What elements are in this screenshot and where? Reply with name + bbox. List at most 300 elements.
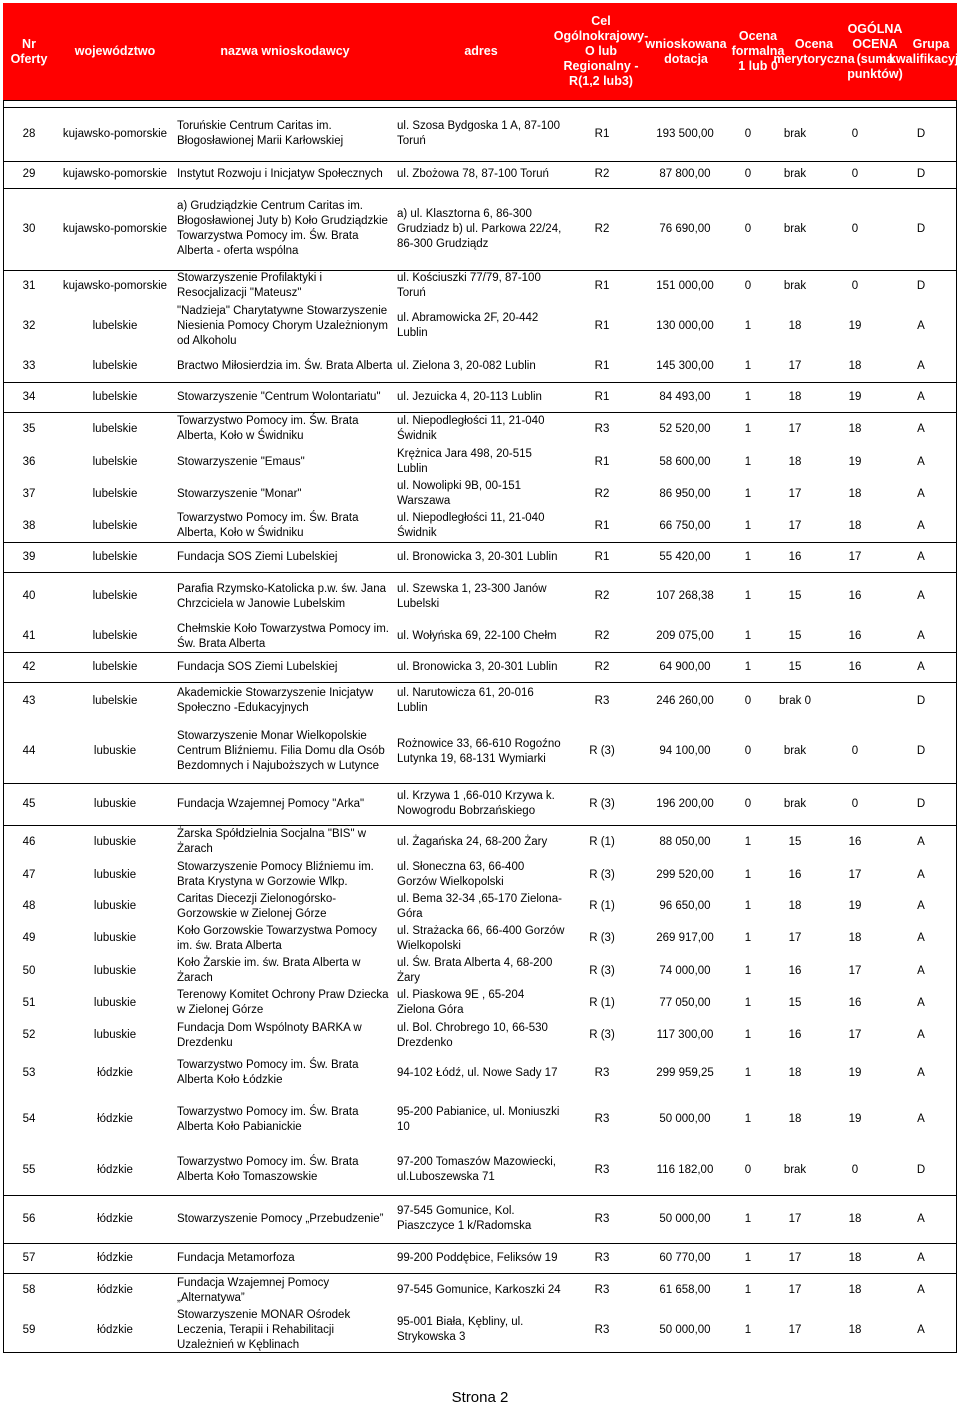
header-nr: Nr Oferty [10,36,48,66]
cell-ocena-merytoryczna [765,621,825,652]
cell-ocena-ogolna [825,1094,885,1145]
table-border [3,100,4,1352]
cell-ocena-merytoryczna [765,382,825,412]
cell-ocena-formalna [731,188,765,270]
cell-wojewodztwo [59,161,171,188]
row-separator [3,1273,957,1274]
cell-grupa [885,1052,957,1094]
cell-ocena-ogolna [825,783,885,825]
cell-dotacja-text: 87 800,00 [659,168,711,180]
cell-ocena-ogolna-text: 19 [848,455,862,468]
cell-adres-text: ul. Strażacka 66, 66-400 Gorzów Wielkopolski [397,924,565,952]
cell-grupa [885,446,957,478]
cell-ocena-formalna-text: 1 [744,1113,752,1125]
cell-ocena-formalna [731,161,765,188]
cell-ocena-formalna-text: 0 [744,745,752,757]
cell-nr [3,1145,55,1195]
cell-nr-text: 28 [22,127,36,140]
cell-ocena-ogolna-text: 18 [848,1323,862,1336]
cell-ocena-merytoryczna-text: brak [783,745,807,757]
cell-ocena-ogolna-text: 18 [848,359,862,372]
cell-ocena-formalna [731,1195,765,1243]
table-row [3,922,957,955]
cell-cel [565,922,639,955]
cell-ocena-ogolna-text: 17 [848,868,862,881]
cell-nr-text: 54 [22,1113,36,1125]
cell-nazwa [177,446,393,478]
cell-ocena-ogolna [825,1308,885,1352]
row-separator [3,682,957,683]
cell-nazwa-text: Towarzystwo Pomocy im. Św. Brata Alberta Koło Łódzkie [177,1059,359,1086]
cell-ocena-formalna-text: 1 [744,1212,752,1225]
cell-nr [3,1273,55,1308]
cell-adres [397,1145,565,1195]
cell-cel [565,955,639,987]
cell-grupa [885,1145,957,1195]
cell-nr-text: 52 [22,1029,36,1041]
cell-grupa [885,955,957,987]
cell-grupa [885,161,957,188]
cell-cel-text: R3 [594,1323,610,1336]
cell-grupa [885,270,957,302]
cell-wojewodztwo-text: lubelskie [92,519,138,532]
cell-wojewodztwo-text: łódzkie [97,1163,133,1176]
cell-nazwa [177,720,393,783]
cell-nazwa [177,302,393,350]
cell-ocena-ogolna [825,1273,885,1308]
cell-grupa-text: D [916,222,926,235]
cell-nr-text: 41 [22,630,36,642]
cell-ocena-merytoryczna-text: 17 [788,932,802,944]
row-separator [3,1352,957,1353]
cell-nr [3,412,55,446]
cell-dotacja-text: 58 600,00 [659,455,711,468]
cell-nr [3,1019,55,1052]
cell-nazwa-text: Fundacja Dom Wspólnoty BARKA w Drezdenku [177,1021,362,1049]
cell-nazwa-text: "Nadzieja" Charytatywne Stowarzyszenie Niesienia Pomocy Chorym Uzależnionym od Alkoholu [177,304,388,347]
cell-grupa-text: D [916,745,926,757]
cell-adres-text: ul. Bronowicka 3, 20-301 Lublin [397,660,558,673]
table-row [3,891,957,922]
cell-nazwa [177,987,393,1019]
cell-adres-text: 97-545 Gomunice, Karkoszki 24 [397,1284,561,1296]
cell-dotacja [639,1243,731,1273]
cell-nazwa [177,572,393,621]
cell-nazwa [177,1243,393,1273]
cell-dotacja-text: 88 050,00 [659,835,711,848]
cell-cel-text: R2 [594,660,610,673]
cell-dotacja [639,107,731,161]
cell-wojewodztwo-text: lubelskie [92,455,138,468]
cell-ocena-ogolna-text: 16 [848,835,862,848]
cell-grupa [885,783,957,825]
cell-dotacja-text: 299 959,25 [656,1066,714,1079]
cell-dotacja [639,1145,731,1195]
cell-ocena-ogolna-text: 19 [848,900,862,912]
cell-nr [3,1052,55,1094]
cell-ocena-merytoryczna [765,350,825,382]
table-row [3,107,957,161]
cell-cel [565,188,639,270]
cell-ocena-merytoryczna-text: 18 [788,1113,802,1125]
cell-adres-text: ul. Bronowicka 3, 20-301 Lublin [397,550,558,563]
cell-grupa [885,1273,957,1308]
cell-dotacja [639,652,731,682]
cell-nr [3,188,55,270]
cell-ocena-ogolna-text: 17 [848,964,862,977]
cell-nr [3,1195,55,1243]
cell-wojewodztwo-text: kujawsko-pomorskie [62,168,168,180]
cell-ocena-ogolna [825,478,885,510]
table-row [3,161,957,188]
cell-adres-text: ul. Zielona 3, 20-082 Lublin [397,359,536,372]
cell-wojewodztwo-text: łódzkie [97,1066,133,1079]
cell-adres-text: ul. Zbożowa 78, 87-100 Toruń [397,168,549,180]
cell-dotacja-text: 61 658,00 [659,1284,711,1296]
cell-grupa [885,1308,957,1352]
cell-cel [565,542,639,572]
cell-grupa [885,621,957,652]
cell-dotacja [639,302,731,350]
cell-cel-text: R (3) [589,1029,615,1041]
cell-wojewodztwo-text: łódzkie [97,1284,133,1296]
cell-nazwa [177,891,393,922]
table-row [3,621,957,652]
cell-ocena-merytoryczna [765,783,825,825]
cell-nazwa-text: Stowarzyszenie MONAR Ośrodek Leczenia, Terapii i Rehabilitacji Uzależnień w Kęblinach [177,1308,351,1351]
cell-grupa-text: A [917,550,925,563]
cell-adres-text: a) ul. Klasztorna 6, 86-300 Grudziadz b) ul. Parkowa 22/24, 86-300 Grudziądz [397,207,562,250]
cell-ocena-ogolna [825,446,885,478]
cell-nazwa [177,1019,393,1052]
cell-cel [565,478,639,510]
cell-ocena-ogolna-text: 19 [848,319,862,332]
cell-nr-text: 40 [22,590,36,602]
cell-ocena-ogolna [825,302,885,350]
cell-ocena-merytoryczna-text: 17 [788,359,802,372]
cell-cel-text: R1 [594,550,610,563]
cell-ocena-ogolna-text: 18 [848,422,862,435]
cell-dotacja [639,1273,731,1308]
table-border [956,100,957,1352]
cell-dotacja-text: 107 268,38 [656,590,714,602]
cell-wojewodztwo [59,412,171,446]
cell-ocena-merytoryczna [765,720,825,783]
cell-dotacja-text: 77 050,00 [659,996,711,1009]
cell-grupa [885,510,957,542]
cell-adres-text: ul. Bol. Chrobrego 10, 66-530 Drezdenko [397,1021,548,1049]
cell-ocena-ogolna [825,1195,885,1243]
table-header [3,3,973,100]
cell-adres [397,825,565,859]
cell-grupa-text: A [917,932,925,944]
cell-cel [565,621,639,652]
cell-ocena-formalna [731,572,765,621]
cell-ocena-ogolna [825,270,885,302]
cell-grupa [885,720,957,783]
cell-ocena-merytoryczna [765,510,825,542]
cell-adres-text: Rożnowice 33, 66-610 Rogoźno Lutynka 19, 68-131 Wymiarki [397,737,561,765]
cell-wojewodztwo-text: kujawsko-pomorskie [62,127,168,140]
cell-nr [3,987,55,1019]
table-row [3,542,957,572]
cell-ocena-formalna-text: 0 [744,279,752,292]
cell-ocena-formalna-text: 0 [744,168,752,180]
cell-dotacja-text: 50 000,00 [659,1113,711,1125]
cell-adres [397,1094,565,1145]
cell-ocena-formalna [731,859,765,891]
table-row [3,572,957,621]
cell-ocena-formalna-text: 1 [744,1284,752,1296]
cell-grupa-text: D [916,797,926,810]
cell-adres-text: ul. Niepodległości 11, 21-040 Świdnik [397,415,545,442]
table-row [3,1273,957,1308]
cell-nazwa-text: Fundacja SOS Ziemi Lubelskiej [177,550,338,563]
cell-nazwa-text: Fundacja Wzajemnej Pomocy "Arka" [177,797,365,810]
cell-adres [397,1052,565,1094]
cell-dotacja-text: 209 075,00 [656,630,714,642]
cell-nazwa [177,382,393,412]
cell-adres [397,188,565,270]
cell-cel-text: R (3) [589,932,615,944]
cell-grupa-text: A [917,660,925,673]
cell-nr-text: 34 [22,390,36,403]
cell-nr [3,542,55,572]
cell-grupa-text: D [916,168,926,180]
cell-cel-text: R2 [594,222,610,235]
cell-cel-text: R1 [594,519,610,532]
cell-ocena-ogolna [825,825,885,859]
cell-wojewodztwo-text: lubelskie [92,694,138,707]
cell-ocena-formalna [731,107,765,161]
cell-nazwa-text: Instytut Rozwoju i Inicjatyw Społecznych [177,168,383,180]
cell-adres [397,161,565,188]
cell-dotacja-text: 84 493,00 [659,390,711,403]
header-nazwa: nazwa wnioskodawcy [220,44,350,58]
cell-grupa [885,572,957,621]
cell-nazwa [177,1052,393,1094]
cell-wojewodztwo [59,987,171,1019]
cell-ocena-formalna-text: 0 [744,1163,752,1176]
cell-ocena-formalna-text: 1 [744,1251,752,1264]
cell-dotacja-text: 145 300,00 [656,359,714,372]
cell-cel [565,350,639,382]
cell-nr-text: 33 [22,359,36,372]
cell-ocena-merytoryczna [765,682,825,720]
cell-cel [565,1145,639,1195]
cell-nazwa [177,1094,393,1145]
cell-nr [3,1094,55,1145]
table-row [3,1308,957,1352]
cell-wojewodztwo-text: łódzkie [97,1251,133,1264]
cell-nr-text: 43 [22,694,36,707]
cell-wojewodztwo-text: łódzkie [97,1212,133,1225]
cell-cel-text: R1 [594,455,610,468]
cell-wojewodztwo-text: lubuskie [93,1029,137,1041]
cell-grupa-text: A [917,1251,925,1264]
cell-ocena-ogolna-text: 19 [848,1113,862,1125]
cell-grupa [885,682,957,720]
cell-ocena-formalna-text: 1 [744,319,752,332]
table-row [3,446,957,478]
cell-dotacja [639,446,731,478]
cell-ocena-merytoryczna-text: 18 [788,319,802,332]
cell-wojewodztwo [59,720,171,783]
cell-ocena-merytoryczna [765,859,825,891]
cell-ocena-ogolna-text: 0 [851,797,859,810]
cell-cel-text: R (3) [589,745,615,757]
cell-grupa [885,542,957,572]
cell-ocena-merytoryczna [765,1019,825,1052]
cell-wojewodztwo [59,1273,171,1308]
cell-dotacja [639,621,731,652]
cell-nazwa-text: Towarzystwo Pomocy im. Św. Brata Alberta, Koło w Świdniku [177,415,359,442]
cell-wojewodztwo [59,1094,171,1145]
cell-nazwa [177,270,393,302]
cell-ocena-formalna-text: 1 [744,422,752,435]
cell-nr [3,446,55,478]
cell-grupa [885,1243,957,1273]
cell-ocena-formalna-text: 1 [744,900,752,912]
cell-wojewodztwo-text: lubelskie [92,422,138,435]
row-separator [3,270,957,271]
cell-nr [3,891,55,922]
cell-cel [565,412,639,446]
cell-cel [565,1195,639,1243]
cell-ocena-formalna [731,510,765,542]
cell-cel-text: R (1) [589,835,615,848]
row-separator [3,542,957,543]
cell-ocena-ogolna [825,542,885,572]
cell-ocena-merytoryczna [765,955,825,987]
cell-cel-text: R3 [594,694,610,707]
header-grupa: Grupa kwalifikacyjna [888,36,973,66]
cell-dotacja [639,542,731,572]
cell-ocena-ogolna [825,1052,885,1094]
cell-nr-text: 50 [22,964,36,977]
table-row [3,652,957,682]
cell-ocena-merytoryczna-text: brak [783,168,807,180]
cell-ocena-formalna-text: 1 [744,359,752,372]
cell-grupa [885,107,957,161]
cell-adres-text: 95-001 Biała, Kębliny, ul. Strykowska 3 [397,1316,524,1343]
table-row [3,859,957,891]
cell-cel [565,302,639,350]
cell-nazwa [177,412,393,446]
cell-dotacja-text: 151 000,00 [656,279,714,292]
cell-cel [565,510,639,542]
cell-adres-text: ul. Wołyńska 69, 22-100 Chełm [397,630,557,642]
cell-adres-text: 99-200 Poddębice, Feliksów 19 [397,1251,558,1264]
row-separator [3,1243,957,1244]
cell-cel-text: R1 [594,390,610,403]
cell-ocena-formalna [731,412,765,446]
cell-ocena-ogolna [825,1145,885,1195]
cell-wojewodztwo [59,1308,171,1352]
cell-ocena-merytoryczna-text: 16 [788,1029,802,1041]
cell-ocena-merytoryczna [765,1273,825,1308]
cell-adres [397,987,565,1019]
row-separator [3,188,957,189]
cell-nr-text: 46 [22,835,36,848]
cell-ocena-formalna [731,891,765,922]
cell-wojewodztwo-text: lubelskie [92,590,138,602]
table-row [3,1243,957,1273]
cell-wojewodztwo [59,652,171,682]
cell-wojewodztwo [59,542,171,572]
cell-adres-text: ul. Narutowicza 61, 20-016 Lublin [397,687,534,714]
cell-wojewodztwo [59,825,171,859]
cell-ocena-ogolna [825,720,885,783]
cell-nazwa [177,825,393,859]
cell-ocena-merytoryczna [765,161,825,188]
cell-grupa [885,188,957,270]
cell-nazwa-text: Koło Gorzowskie Towarzystwa Pomocy im. św. Brata Alberta [177,924,377,952]
row-separator [3,825,957,826]
cell-nazwa [177,510,393,542]
cell-dotacja [639,270,731,302]
cell-ocena-merytoryczna-text: 17 [788,1323,802,1336]
cell-ocena-merytoryczna-text: 16 [788,868,802,881]
cell-ocena-formalna-text: 1 [744,1323,752,1336]
cell-ocena-ogolna-text: 0 [851,127,859,140]
cell-ocena-ogolna [825,1019,885,1052]
cell-cel-text: R (3) [589,964,615,977]
cell-wojewodztwo [59,859,171,891]
table-row [3,1094,957,1145]
cell-adres-text: ul. Abramowicka 2F, 20-442 Lublin [397,312,539,339]
cell-dotacja [639,682,731,720]
cell-ocena-merytoryczna [765,987,825,1019]
cell-cel [565,652,639,682]
cell-nazwa-text: a) Grudziądzkie Centrum Caritas im. Błogosławionej Juty b) Koło Grudziądzkie Towarzystwa Pomocy im. Św. Brata Alberta - oferta wspólna [177,200,388,257]
cell-grupa [885,382,957,412]
cell-wojewodztwo [59,382,171,412]
cell-wojewodztwo [59,107,171,161]
cell-nazwa [177,188,393,270]
cell-dotacja-text: 117 300,00 [656,1029,714,1041]
cell-ocena-merytoryczna-text: 18 [788,1066,802,1079]
cell-grupa [885,891,957,922]
cell-ocena-ogolna [825,955,885,987]
cell-grupa-text: A [917,519,925,532]
cell-ocena-formalna [731,1145,765,1195]
cell-adres [397,107,565,161]
cell-adres [397,1308,565,1352]
cell-nazwa-text: Koło Żarskie im. św. Brata Alberta w Żarach [177,957,361,984]
cell-dotacja-text: 66 750,00 [659,519,711,532]
cell-dotacja [639,1308,731,1352]
cell-wojewodztwo-text: łódzkie [97,1113,133,1125]
cell-ocena-merytoryczna [765,542,825,572]
cell-grupa-text: A [917,390,925,403]
cell-ocena-merytoryczna [765,188,825,270]
cell-ocena-formalna [731,621,765,652]
cell-nr [3,783,55,825]
cell-ocena-merytoryczna [765,1195,825,1243]
cell-cel [565,783,639,825]
cell-nr-text: 49 [22,932,36,944]
cell-cel [565,1052,639,1094]
cell-ocena-ogolna-text: 18 [848,1251,862,1264]
cell-grupa-text: A [917,1212,925,1225]
cell-dotacja-text: 96 650,00 [659,900,711,912]
cell-nr-text: 37 [22,487,36,500]
cell-ocena-ogolna [825,682,885,720]
cell-cel-text: R3 [594,1212,610,1225]
cell-nr [3,382,55,412]
cell-nr [3,107,55,161]
